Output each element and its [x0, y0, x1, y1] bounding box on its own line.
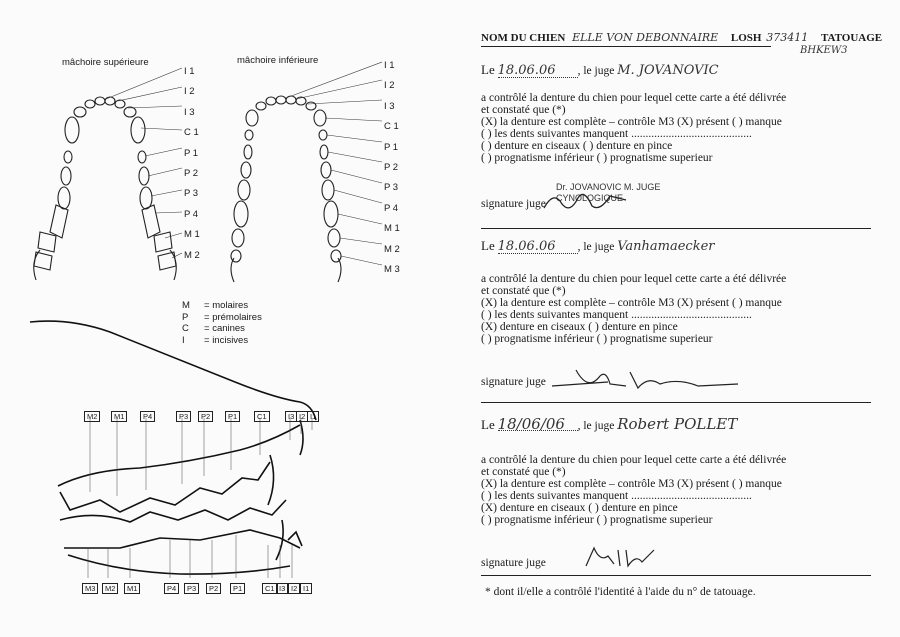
side-bottom-label-p3: P3 [184, 578, 199, 596]
check-line-1: (X) la denture est complète – contrôle M3 (X) présent ( ) manque [481, 297, 782, 309]
check-line-1: (X) la denture est complète – contrôle M3 (X) présent ( ) manque [481, 478, 782, 490]
side-top-label-m2: M2 [84, 406, 100, 424]
constate-text: et constaté que (*) [481, 285, 566, 297]
upper-jaw-title: mâchoire supérieure [62, 57, 149, 68]
le-label: Le [481, 238, 495, 253]
judge-name: Robert POLLET [617, 415, 738, 433]
tooth-label: P 3 [184, 188, 199, 200]
side-bottom-label-p2: P2 [206, 578, 221, 596]
tooth-label: P 3 [384, 182, 399, 194]
tooth-label: P 4 [384, 202, 399, 214]
side-bottom-label-p1: P1 [230, 578, 245, 596]
legend-value: incisives [212, 334, 249, 346]
tooth-label: M 2 [184, 249, 200, 261]
upper-jaw-labels [184, 62, 200, 266]
side-top-label-c1: C1 [254, 406, 270, 424]
judge-name: Vanhamaecker [617, 239, 715, 254]
legend: M = molaires P = prémolaires C = canines I = incisives [182, 300, 262, 346]
judge-stamp: Dr. JOVANOVIC M. JUGE CYNOLOGIQUE [556, 182, 661, 203]
side-bottom-label-i3: I3 [276, 578, 288, 596]
tooth-label: M 1 [384, 223, 400, 235]
tooth-label: C 1 [384, 121, 399, 133]
side-bottom-label-i1: I1 [300, 578, 312, 596]
signature-3 [580, 544, 660, 570]
judge-name: M. JOVANOVIC [617, 63, 719, 78]
entry-1-body [481, 92, 786, 164]
tooth-label: I 3 [184, 106, 195, 118]
separator-1 [481, 228, 871, 229]
judge-label: , le juge [577, 65, 615, 77]
entry-3-date-line [481, 415, 738, 433]
judge-label: , le juge [577, 241, 615, 253]
lower-jaw-title: mâchoire inférieure [237, 55, 319, 66]
constate-text: et constaté que (*) [481, 466, 566, 478]
check-line-2: ( ) les dents suivantes manquent .......................................... [481, 490, 752, 502]
side-bottom-label-c1: C1 [262, 578, 278, 596]
tattoo-label: TATOUAGE [820, 32, 883, 44]
side-bottom-label-m2: M2 [102, 578, 118, 596]
check-line-3: ( ) denture en ciseaux ( ) denture en pince [481, 140, 673, 152]
header-underline [481, 46, 771, 47]
footnote: * dont il/elle a contrôlé l'identité à l'aide du n° de tatouage. [485, 586, 756, 598]
constate-text: et constaté que (*) [481, 104, 566, 116]
entry-2-body [481, 273, 786, 345]
tooth-label: C 1 [184, 127, 199, 139]
side-top-label-p4: P4 [140, 406, 155, 424]
legend-key: P [182, 311, 189, 323]
tooth-label: P 1 [184, 147, 199, 159]
separator-2 [481, 402, 871, 403]
entry-3-body [481, 454, 786, 526]
entry-date: 18.06.06 [498, 65, 578, 78]
side-top-label-p3: P3 [176, 406, 191, 424]
header-line [481, 31, 882, 44]
check-line-4: ( ) prognatisme inférieur ( ) prognatisme superieur [481, 152, 713, 164]
losh-value: 373411 [766, 31, 809, 44]
check-line-2: ( ) les dents suivantes manquent .......................................... [481, 128, 752, 140]
legend-key: I [182, 334, 185, 346]
entry-date: 18.06.06 [498, 241, 578, 254]
legend-value: molaires [212, 300, 249, 311]
entry-1-signature-label: signature juge [481, 198, 546, 210]
legend-key: M [182, 300, 190, 311]
check-line-2: ( ) les dents suivantes manquent .......................................... [481, 309, 752, 321]
judge-label: , le juge [577, 420, 615, 432]
le-label: Le [481, 62, 495, 77]
tooth-label: I 3 [384, 100, 395, 112]
entry-3-signature-label: signature juge [481, 557, 546, 569]
side-top-label-p1: P1 [225, 406, 240, 424]
entry-2-date-line [481, 240, 714, 254]
tooth-label: M 2 [384, 243, 400, 255]
legend-value: canines [212, 323, 245, 334]
check-line-4: ( ) prognatisme inférieur ( ) prognatisme superieur [481, 514, 713, 526]
side-bottom-label-m3: M3 [82, 578, 98, 596]
check-line-1: (X) la denture est complète – contrôle M3 (X) présent ( ) manque [481, 116, 782, 128]
le-label: Le [481, 417, 495, 432]
signature-1 [540, 186, 630, 216]
entry-2-signature-label: signature juge [481, 376, 546, 388]
controlled-text: a contrôlé la denture du chien pour lequel cette carte a été délivrée [481, 273, 787, 285]
side-top-label-i2: I2 [296, 406, 308, 424]
side-top-label-m1: M1 [111, 406, 127, 424]
dog-name-label: NOM DU CHIEN [481, 32, 566, 44]
entry-date: 18/06/06 [498, 418, 578, 431]
tooth-label: P 2 [384, 162, 399, 174]
tooth-label: P 4 [184, 208, 199, 220]
controlled-text: a contrôlé la denture du chien pour lequel cette carte a été délivrée [481, 92, 787, 104]
tooth-label: M 3 [384, 264, 400, 276]
dog-name-value: ELLE VON DEBONNAIRE [572, 31, 719, 44]
tooth-label: I 1 [384, 60, 395, 71]
side-top-label-i1: I1 [307, 406, 319, 424]
side-bottom-label-m1: M1 [124, 578, 140, 596]
legend-key: C [182, 323, 189, 334]
tooth-label: I 1 [184, 66, 195, 77]
lower-jaw-labels [384, 56, 400, 280]
tooth-label: P 1 [384, 141, 399, 153]
signature-2 [548, 366, 748, 396]
losh-label: LOSH [730, 32, 762, 44]
side-top-label-i3: I3 [285, 406, 297, 424]
tooth-label: I 2 [384, 80, 395, 92]
controlled-text: a contrôlé la denture du chien pour lequel cette carte a été délivrée [481, 454, 787, 466]
tooth-label: M 1 [184, 229, 200, 241]
tooth-label: P 2 [184, 168, 199, 180]
entry-1-date-line [481, 64, 719, 78]
check-line-3: (X) denture en ciseaux ( ) denture en pince [481, 502, 678, 514]
tooth-label: I 2 [184, 86, 195, 98]
separator-3 [481, 575, 871, 576]
side-bottom-label-i2: I2 [288, 578, 300, 596]
tattoo-value: BHKEW3 [800, 45, 848, 56]
side-top-label-p2: P2 [198, 406, 213, 424]
side-bottom-label-p4: P4 [164, 578, 179, 596]
check-line-4: ( ) prognatisme inférieur ( ) prognatisme superieur [481, 333, 713, 345]
check-line-3: (X) denture en ciseaux ( ) denture en pince [481, 321, 678, 333]
legend-value: prémolaires [212, 311, 262, 323]
